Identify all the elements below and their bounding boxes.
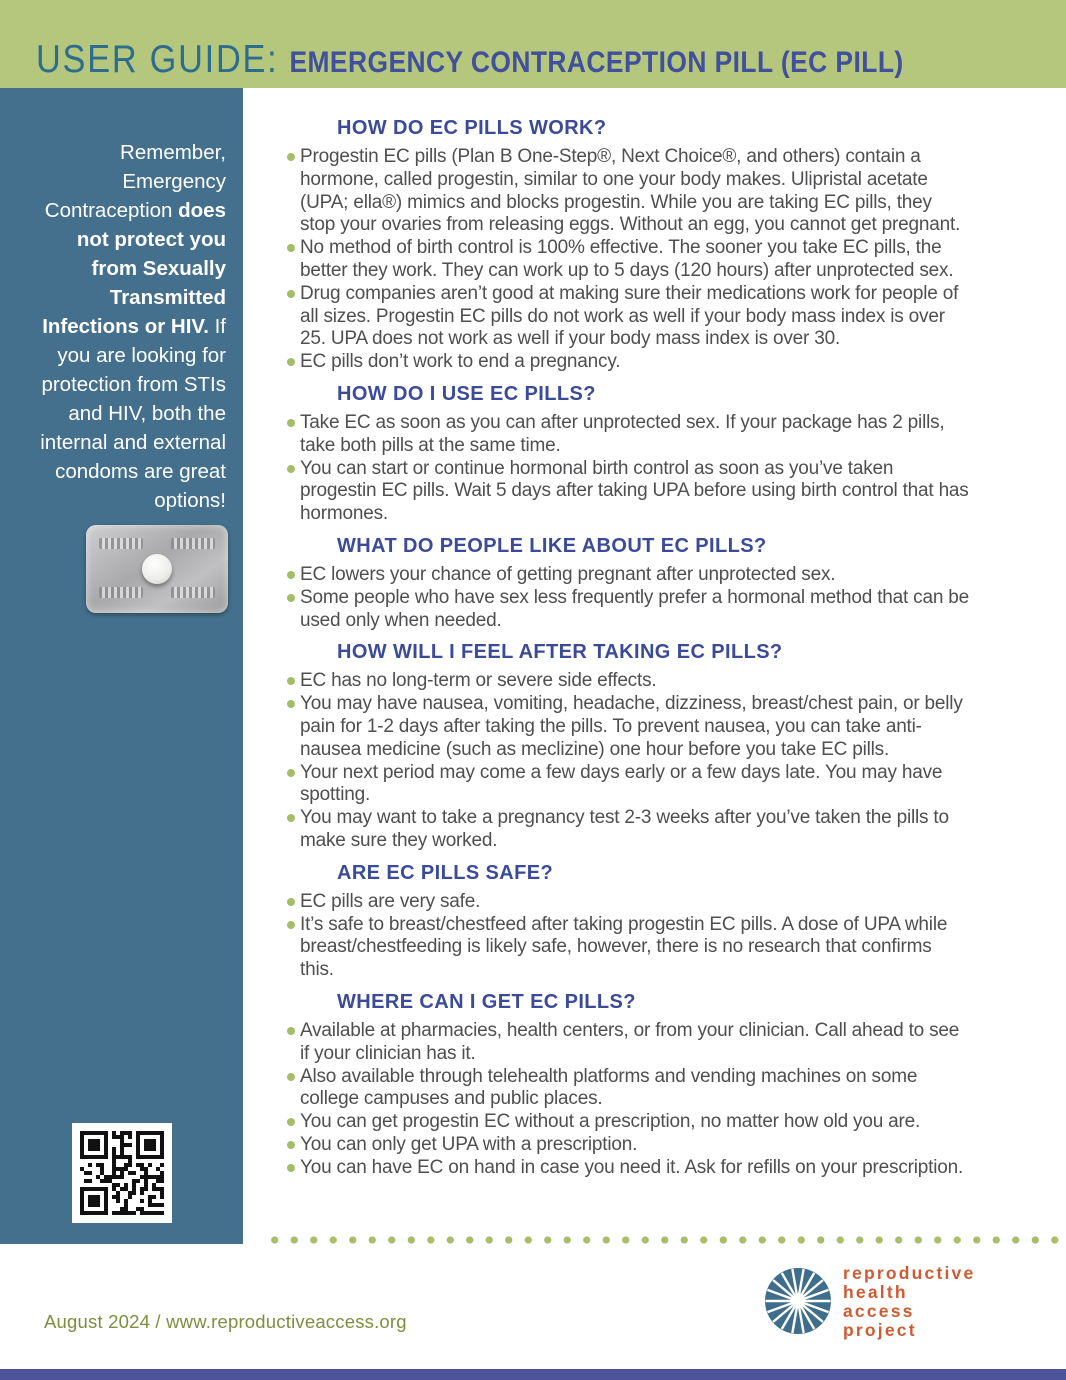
bullet-item: Take EC as soon as you can after unprotected sex. If your package has 2 pills, take both pills at the same time. [287, 412, 970, 458]
bullet-list [287, 564, 970, 632]
rhap-logo-starburst-icon [764, 1267, 832, 1335]
bullet-item: You can have EC on hand in case you need it. Ask for refills on your prescription. [287, 1157, 970, 1180]
bullet-item: Available at pharmacies, health centers, or from your clinician. Call ahead to see if your clinician has it. [287, 1020, 970, 1066]
blister-foil-detail [171, 538, 215, 549]
bottom-accent-bar [0, 1369, 1066, 1380]
section-heading: HOW WILL I FEEL AFTER TAKING EC PILLS? [337, 641, 783, 664]
bullet-list [287, 412, 970, 526]
bullet-item: You can start or continue hormonal birth control as soon as you’ve taken progestin EC pills. Wait 5 days after taking UPA before using birth control that has hormones. [287, 458, 970, 526]
page-title-prefix: USER GUIDE: [36, 38, 279, 81]
blister-foil-detail [99, 587, 143, 598]
bullet-item: EC pills are very safe. [287, 891, 970, 914]
section-heading: WHAT DO PEOPLE LIKE ABOUT EC PILLS? [337, 534, 767, 557]
bullet-item: EC pills don’t work to end a pregnancy. [287, 351, 970, 374]
bullet-item: EC lowers your chance of getting pregnant after unprotected sex. [287, 564, 970, 587]
content-section [287, 384, 970, 526]
page-title-main: EMERGENCY CONTRACEPTION PILL (EC PILL) [289, 46, 904, 79]
page-title [36, 38, 904, 82]
bullet-item: You can get progestin EC without a prescription, no matter how old you are. [287, 1111, 970, 1134]
blister-foil-detail [99, 538, 143, 549]
bullet-list [287, 891, 970, 982]
sidebar-note-bold: does not protect you from Sexually Transmitted Infections or HIV. [42, 199, 226, 338]
content-section [287, 536, 970, 632]
bullet-item: You can only get UPA with a prescription. [287, 1134, 970, 1157]
main-content [243, 88, 1066, 1179]
content-section [287, 992, 970, 1180]
bullet-item: Your next period may come a few days early or a few days late. You may have spotting. [287, 762, 970, 808]
content-section [287, 118, 970, 374]
bullet-item: Drug companies aren’t good at making sure their medications work for people of all sizes. Progestin EC pills do not work as well if your body mass index is over 25. UPA does not work as well if your body mass index is over 30. [287, 283, 970, 351]
bullet-item: Some people who have sex less frequently prefer a hormonal method that can be used only when needed. [287, 587, 970, 633]
dotted-separator [265, 1235, 1066, 1245]
section-heading: HOW DO I USE EC PILLS? [337, 382, 596, 405]
ec-pill-blister-pack-photo [86, 525, 228, 613]
rhap-logo-wordmark [843, 1264, 975, 1340]
section-heading: HOW DO EC PILLS WORK? [337, 117, 607, 139]
section-heading: ARE EC PILLS SAFE? [337, 861, 554, 884]
blister-foil-detail [171, 587, 215, 598]
bullet-list [287, 146, 970, 374]
sidebar-reminder-note [38, 138, 226, 515]
content-section [287, 863, 970, 982]
logo-line: project [843, 1320, 917, 1340]
bullet-item: Progestin EC pills (Plan B One-Step®, Next Choice®, and others) contain a hormone, called progestin, similar to one your body makes. Ulipristal acetate (UPA; ella®) mimics and blocks progestin. While you are taking EC pills, they stop your ovaries from releasing eggs. Without an egg, you cannot get pregnant. [287, 146, 970, 237]
bullet-item: You may want to take a pregnancy test 2-3 weeks after you’ve taken the pills to make sure they worked. [287, 807, 970, 853]
logo-line: access [843, 1301, 915, 1321]
sections [243, 118, 1066, 1179]
sidebar-note-post: If you are looking for protection from STIs and HIV, both the internal and external condoms are great options! [40, 315, 226, 512]
footer-date-and-url: August 2024 / www.reproductiveaccess.org [44, 1311, 407, 1332]
section-heading: WHERE CAN I GET EC PILLS? [337, 990, 636, 1013]
bullet-item: EC has no long-term or severe side effects. [287, 670, 970, 693]
bullet-item: Also available through telehealth platforms and vending machines on some college campuses and public places. [287, 1066, 970, 1112]
sidebar-note-pre: Remember, Emergency Contraception [44, 141, 226, 222]
bullet-list [287, 670, 970, 852]
bullet-item: No method of birth control is 100% effective. The sooner you take EC pills, the better they work. They can work up to 5 days (120 hours) after unprotected sex. [287, 237, 970, 283]
qr-code-pattern [80, 1131, 164, 1215]
header-banner [0, 0, 1066, 88]
content-section [287, 642, 970, 852]
bullet-item: You may have nausea, vomiting, headache, dizziness, breast/chest pain, or belly pain for 1-2 days after taking the pills. To prevent nausea, you can take anti-nausea medicine (such as meclizine) one hour before you take EC pills. [287, 693, 970, 761]
qr-code [72, 1123, 172, 1223]
bullet-item: It’s safe to breast/chestfeed after taking progestin EC pills. A dose of UPA while breast/chestfeeding is likely safe, however, there is no research that confirms this. [287, 914, 970, 982]
logo-line: reproductive [843, 1263, 976, 1283]
sidebar [0, 88, 243, 1244]
logo-line: health [843, 1282, 908, 1302]
bullet-list [287, 1020, 970, 1180]
